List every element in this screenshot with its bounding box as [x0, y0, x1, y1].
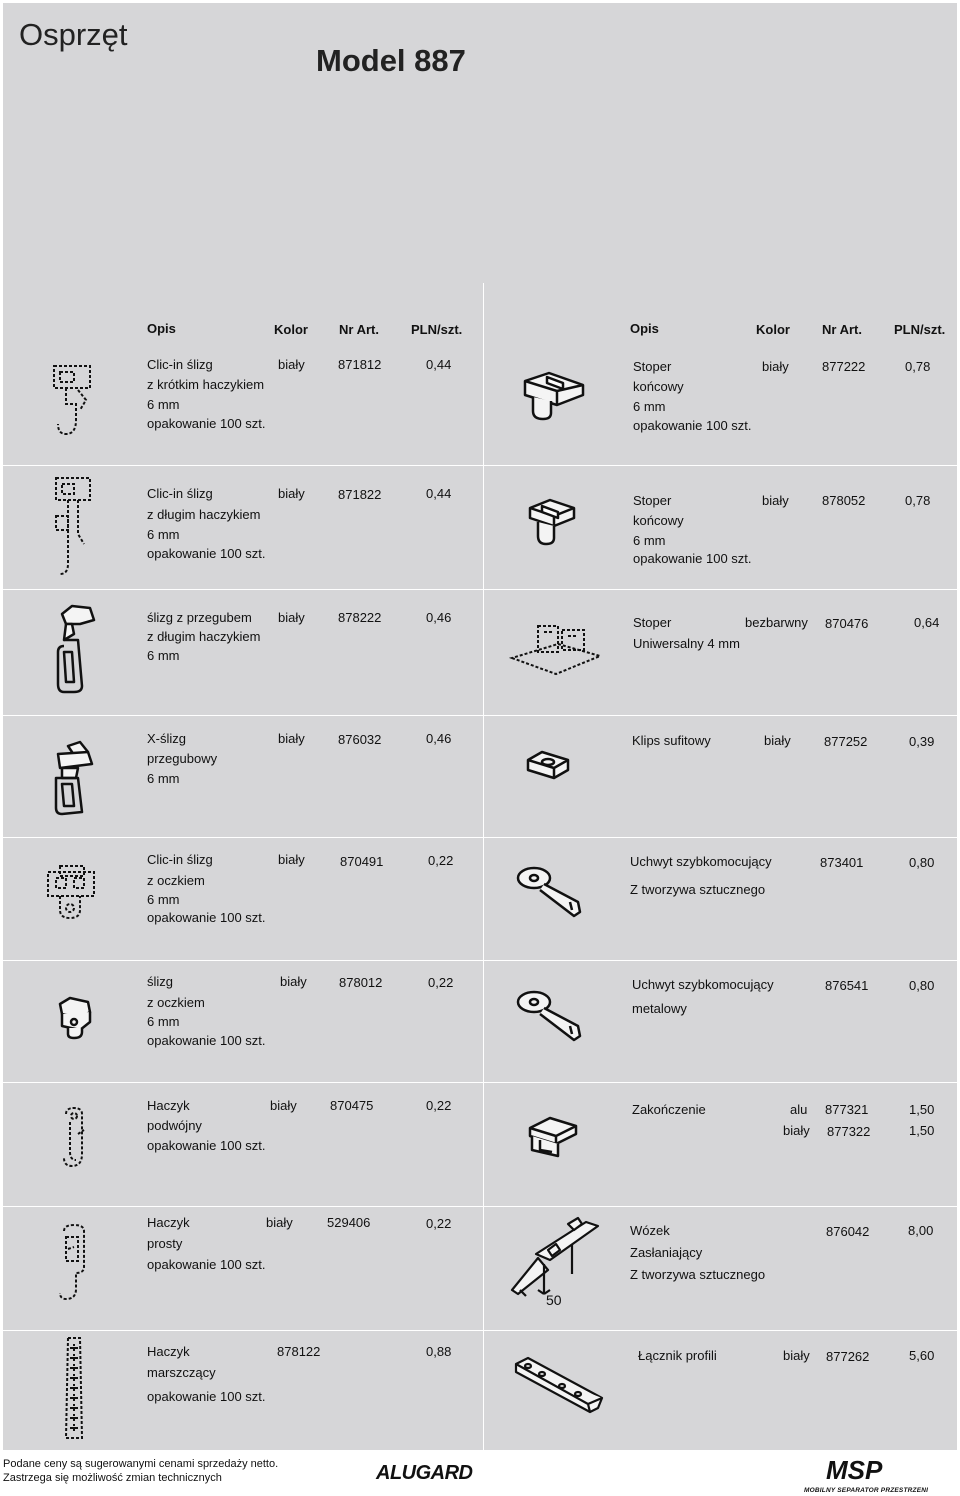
item-description: Stoper	[633, 359, 672, 374]
item-price: 0,78	[905, 359, 931, 374]
item-color: biały	[280, 974, 307, 989]
item-description: 6 mm	[147, 771, 180, 786]
item-description: Zakończenie	[632, 1102, 706, 1117]
double-hook-icon	[58, 1104, 90, 1176]
item-description: 6 mm	[147, 397, 180, 412]
item-description: marszczący	[147, 1365, 216, 1380]
item-description: z długim haczykiem	[147, 507, 261, 522]
item-description: opakowanie 100 szt.	[633, 418, 752, 433]
item-description: 6 mm	[147, 648, 180, 663]
item-description: z oczkiem	[147, 873, 205, 888]
footer-note: Zastrzega się możliwość zmian technicznych	[3, 1472, 222, 1484]
item-description: 6 mm	[147, 892, 180, 907]
row-divider	[3, 589, 957, 590]
item-description: prosty	[147, 1236, 183, 1251]
item-description: 6 mm	[633, 533, 666, 548]
row-divider	[3, 960, 957, 961]
item-description: opakowanie 100 szt.	[147, 1138, 266, 1153]
item-description: ślizg z przegubem	[147, 610, 252, 625]
universal-stop-icon	[508, 620, 604, 680]
item-description: Z tworzywa sztucznego	[630, 882, 766, 897]
item-color: biały	[762, 493, 789, 508]
model-title: Model 887	[316, 43, 466, 78]
item-article-number: 877322	[827, 1124, 871, 1139]
item-article-number: 871812	[338, 357, 382, 372]
item-description: Haczyk	[147, 1098, 190, 1113]
item-price: 8,00	[908, 1223, 934, 1238]
item-description: Klips sufitowy	[632, 733, 711, 748]
item-price: 1,50	[909, 1102, 935, 1117]
straight-hook-icon	[54, 1223, 94, 1303]
row-divider	[3, 1206, 957, 1207]
item-article-number: 878222	[338, 610, 382, 625]
item-description: 6 mm	[633, 399, 666, 414]
item-color: biały	[278, 486, 305, 501]
pleating-hook-icon	[58, 1334, 90, 1444]
item-description: opakowanie 100 szt.	[147, 1389, 266, 1404]
row-divider	[3, 837, 957, 838]
item-color: bezbarwny	[745, 615, 808, 630]
item-description: Stoper	[633, 493, 672, 508]
item-description: Uchwyt szybkomocujący	[630, 854, 772, 869]
item-price: 0,44	[426, 486, 452, 501]
item-description: Z tworzywa sztucznego	[630, 1267, 766, 1282]
x-glider-jointed-icon	[48, 738, 100, 818]
item-color: biały	[278, 610, 305, 625]
item-description: opakowanie 100 szt.	[147, 910, 266, 925]
item-price: 0,80	[909, 978, 935, 993]
item-price: 0,64	[914, 615, 940, 630]
clic-in-glider-short-hook-icon	[48, 360, 98, 445]
quick-mount-bracket-plastic-icon	[514, 862, 590, 922]
header-kolor-left: Kolor	[274, 322, 308, 337]
item-price: 0,22	[426, 1216, 452, 1231]
item-article-number: 878012	[339, 975, 383, 990]
item-description: Uchwyt szybkomocujący	[632, 977, 774, 992]
item-price: 0,22	[426, 1098, 452, 1113]
item-article-number: 870476	[825, 616, 869, 631]
item-price: 1,50	[909, 1123, 935, 1138]
jointed-glider-long-hook-icon	[52, 600, 102, 695]
item-description: Haczyk	[147, 1344, 190, 1359]
item-price: 0,39	[909, 734, 935, 749]
end-stop-2-icon	[524, 494, 580, 554]
item-article-number: 877222	[822, 359, 866, 374]
item-color: biały	[783, 1123, 810, 1138]
item-description: Stoper	[633, 615, 672, 630]
item-description: Łącznik profili	[638, 1348, 717, 1363]
item-description: Zasłaniający	[630, 1245, 703, 1260]
header-nr-left: Nr Art.	[339, 322, 379, 337]
item-description: opakowanie 100 szt.	[147, 1033, 266, 1048]
item-article-number: 529406	[327, 1215, 371, 1230]
item-description: ślizg	[147, 974, 174, 989]
item-description: opakowanie 100 szt.	[147, 1257, 266, 1272]
item-description: Haczyk	[147, 1215, 190, 1230]
item-description: opakowanie 100 szt.	[147, 416, 266, 431]
item-color: biały	[783, 1348, 810, 1363]
item-description: opakowanie 100 szt.	[633, 551, 752, 566]
item-price: 0,44	[426, 357, 452, 372]
row-divider	[3, 715, 957, 716]
header-nr-right: Nr Art.	[822, 322, 862, 337]
header-pln-right: PLN/szt.	[894, 322, 946, 337]
item-price: 0,88	[426, 1344, 452, 1359]
item-description: X-ślizg	[147, 731, 187, 746]
item-description: z długim haczykiem	[147, 629, 261, 644]
item-description: z oczkiem	[147, 995, 205, 1010]
item-price: 0,46	[426, 731, 452, 746]
item-color: biały	[762, 359, 789, 374]
item-price: 0,78	[905, 493, 931, 508]
row-divider	[3, 465, 957, 466]
item-price: 0,46	[426, 610, 452, 625]
item-article-number: 870491	[340, 854, 384, 869]
item-color: biały	[278, 731, 305, 746]
clic-in-glider-eyelet-icon	[44, 862, 100, 922]
item-description: Clic-in ślizg	[147, 486, 213, 501]
item-description: z krótkim haczykiem	[147, 377, 265, 392]
dimension-label: 50	[546, 1292, 562, 1308]
item-color: biały	[278, 357, 305, 372]
item-price: 0,22	[428, 975, 454, 990]
item-article-number: 877262	[826, 1349, 870, 1364]
item-color: biały	[764, 733, 791, 748]
item-color: biały	[266, 1215, 293, 1230]
item-description: 6 mm	[147, 527, 180, 542]
item-color: biały	[278, 852, 305, 867]
curtain-runner-carriage-icon	[508, 1214, 608, 1310]
alugard-logo: ALUGARD	[376, 1462, 473, 1484]
msp-tagline: MOBILNY SEPARATOR PRZESTRZENI	[804, 1487, 929, 1494]
profile-connector-icon	[508, 1352, 608, 1420]
item-price: 0,22	[428, 853, 454, 868]
item-article-number: 871822	[338, 487, 382, 502]
item-article-number: 877252	[824, 734, 868, 749]
item-article-number: 873401	[820, 855, 864, 870]
row-divider	[3, 1082, 957, 1083]
item-description: Clic-in ślizg	[147, 852, 213, 867]
item-description: metalowy	[632, 1001, 687, 1016]
ceiling-clip-icon	[524, 748, 574, 782]
item-article-number: 878122	[277, 1344, 321, 1359]
clic-in-glider-long-hook-icon	[50, 474, 96, 580]
item-description: 6 mm	[147, 1014, 180, 1029]
item-article-number: 877321	[825, 1102, 869, 1117]
row-divider	[3, 1330, 957, 1331]
item-article-number: 876042	[826, 1224, 870, 1239]
item-color: alu	[790, 1102, 808, 1117]
glider-eyelet-icon	[52, 992, 96, 1042]
msp-logo: MSP	[826, 1455, 883, 1485]
item-price: 0,80	[909, 855, 935, 870]
item-description: końcowy	[633, 379, 684, 394]
end-cap-icon	[524, 1112, 580, 1158]
header-opis-right: Opis	[630, 321, 659, 336]
item-description: Uniwersalny 4 mm	[633, 636, 740, 651]
item-description: Clic-in ślizg	[147, 357, 213, 372]
section-title: Osprzęt	[19, 17, 128, 52]
item-description: podwójny	[147, 1118, 202, 1133]
item-description: końcowy	[633, 513, 684, 528]
quick-mount-bracket-metal-icon	[514, 986, 590, 1044]
item-color: biały	[270, 1098, 297, 1113]
item-description: Wózek	[630, 1223, 670, 1238]
footer-note: Podane ceny są sugerowanymi cenami sprzedaży netto.	[3, 1458, 279, 1470]
header-pln-left: PLN/szt.	[411, 322, 463, 337]
end-stop-icon	[517, 367, 589, 425]
header-kolor-right: Kolor	[756, 322, 790, 337]
item-article-number: 876541	[825, 978, 869, 993]
item-price: 5,60	[909, 1348, 935, 1363]
item-article-number: 876032	[338, 732, 382, 747]
item-article-number: 870475	[330, 1098, 374, 1113]
header-opis-left: Opis	[147, 321, 176, 336]
item-article-number: 878052	[822, 493, 866, 508]
page-header	[3, 3, 957, 283]
item-description: opakowanie 100 szt.	[147, 546, 266, 561]
column-divider	[483, 283, 484, 1450]
item-description: przegubowy	[147, 751, 218, 766]
